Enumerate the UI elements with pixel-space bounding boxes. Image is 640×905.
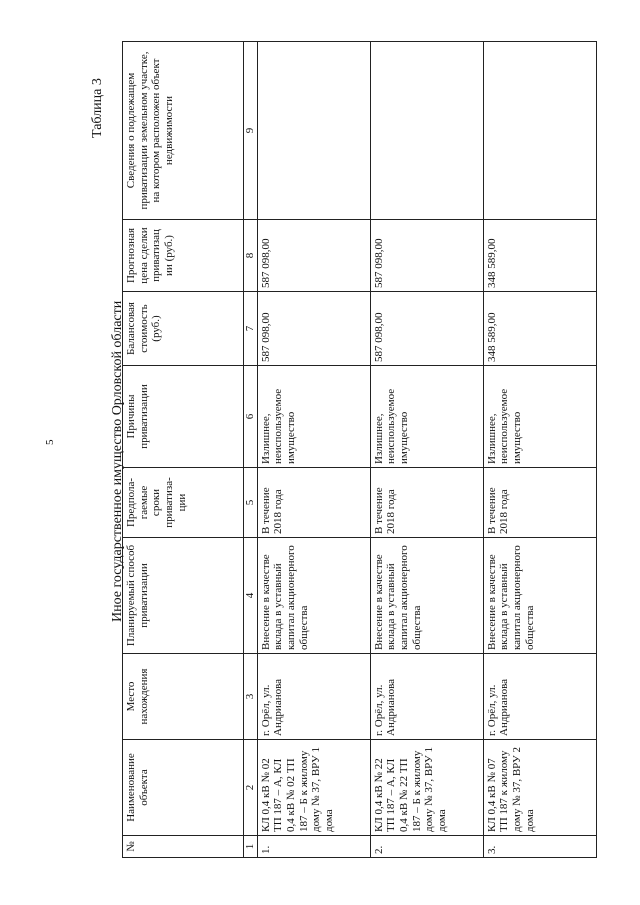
object-name: КЛ 0,4 кВ № 02 ТП 187 – А, КЛ 0,4 кВ № 02 ТП 187 – Б к жилому дому № 37, ВРУ 1 дома <box>257 740 370 836</box>
header-cell-land: Сведения о подлежащем приватизации земельном участке, на котором расположен объект недвижимости <box>123 42 244 220</box>
header-row <box>123 42 244 858</box>
privatization-method: Внесение в качестве вклада в уставный капитал акционерного общества <box>370 538 483 654</box>
balance-value: 587 098,00 <box>370 292 483 366</box>
forecast-price: 587 098,00 <box>257 220 370 292</box>
privatization-reason: Излишнее, неиспользуемое имущество <box>483 366 596 468</box>
header-cell-reason: Причины приватизации <box>123 366 244 468</box>
column-number: 6 <box>244 366 258 468</box>
column-number: 1 <box>244 836 258 858</box>
privatization-term: В течение 2018 года <box>257 468 370 538</box>
column-number: 5 <box>244 468 258 538</box>
row-number: 2. <box>370 836 483 858</box>
privatization-term: В течение 2018 года <box>370 468 483 538</box>
header-cell-forecast: Прогнозная цена сделки приватизац ии (руб.) <box>123 220 244 292</box>
header-cell-location: Место нахождения <box>123 654 244 740</box>
forecast-price: 587 098,00 <box>370 220 483 292</box>
row-number: 3. <box>483 836 596 858</box>
column-number: 8 <box>244 220 258 292</box>
object-name: КЛ 0,4 кВ № 22 ТП 187 – А, КЛ 0,4 кВ № 22 ТП 187 – Б к жилому дому № 37, ВРУ 1 дома <box>370 740 483 836</box>
object-name: КЛ 0,4 кВ № 07 ТП 187 к жилому дому № 37, ВРУ 2 дома <box>483 740 596 836</box>
header-cell-method: Планируемый способ приватизации <box>123 538 244 654</box>
privatization-term: В течение 2018 года <box>483 468 596 538</box>
property-table <box>122 41 597 858</box>
privatization-reason: Излишнее, неиспользуемое имущество <box>257 366 370 468</box>
column-number: 9 <box>244 42 258 220</box>
land-plot-info <box>483 42 596 220</box>
privatization-method: Внесение в качестве вклада в уставный капитал акционерного общества <box>257 538 370 654</box>
column-number: 7 <box>244 292 258 366</box>
privatization-method: Внесение в качестве вклада в уставный капитал акционерного общества <box>483 538 596 654</box>
land-plot-info <box>257 42 370 220</box>
table-row <box>483 42 596 858</box>
balance-value: 348 589,00 <box>483 292 596 366</box>
header-cell-name: Наименование объекта <box>123 740 244 836</box>
column-number-row <box>244 42 258 858</box>
header-cell-balance: Балансовая стоимость (руб.) <box>123 292 244 366</box>
table-row <box>370 42 483 858</box>
table-row <box>257 42 370 858</box>
row-number: 1. <box>257 836 370 858</box>
privatization-reason: Излишнее, неиспользуемое имущество <box>370 366 483 468</box>
object-location: г. Орёл, ул. Андрианова <box>257 654 370 740</box>
table-label: Таблица 3 <box>90 78 105 138</box>
land-plot-info <box>370 42 483 220</box>
rotated-table-wrapper <box>122 42 577 858</box>
object-location: г. Орёл, ул. Андрианова <box>370 654 483 740</box>
page-number: 5 <box>44 439 56 445</box>
column-number: 3 <box>244 654 258 740</box>
header-cell-term: Предпола-гаемые сроки приватиза-ции <box>123 468 244 538</box>
table-title: Иное государственное имущество Орловской области <box>110 300 125 622</box>
column-number: 4 <box>244 538 258 654</box>
balance-value: 587 098,00 <box>257 292 370 366</box>
forecast-price: 348 589,00 <box>483 220 596 292</box>
object-location: г. Орёл, ул. Андрианова <box>483 654 596 740</box>
header-cell-number: № <box>123 836 244 858</box>
column-number: 2 <box>244 740 258 836</box>
